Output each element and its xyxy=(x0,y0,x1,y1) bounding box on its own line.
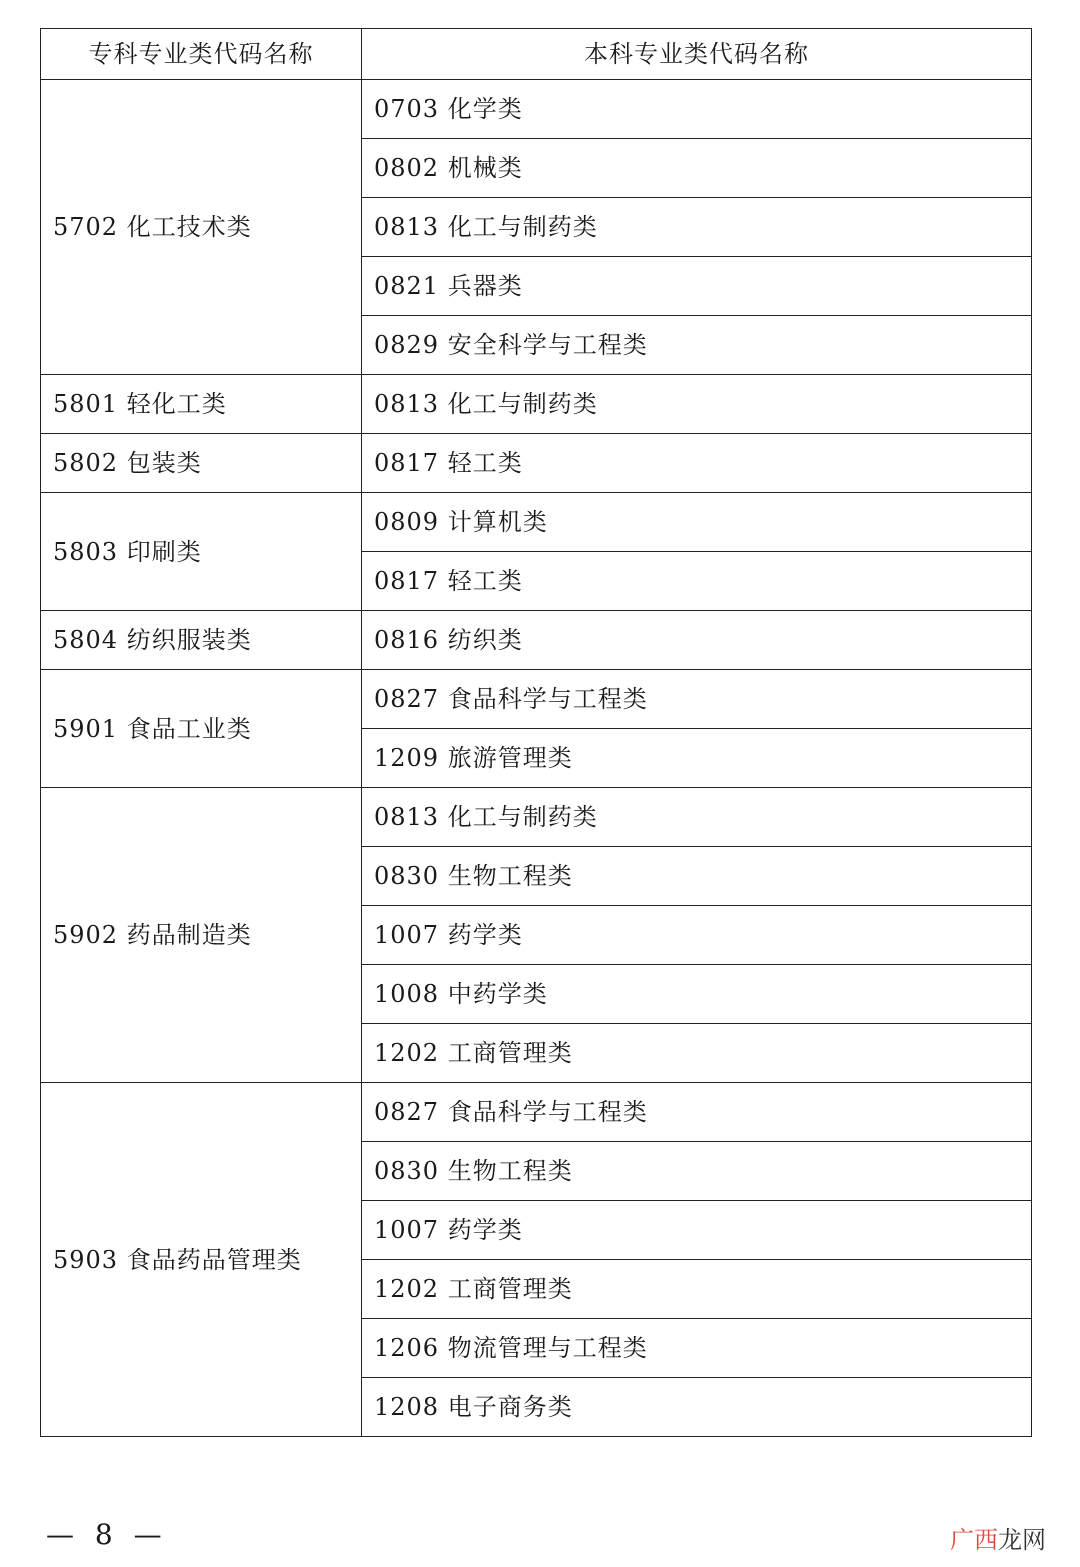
zhuanke-category-cell: 5902 药品制造类 xyxy=(41,788,362,1083)
benke-category-cell: 1007 药学类 xyxy=(362,1201,1032,1260)
benke-category-cell: 1202 工商管理类 xyxy=(362,1024,1032,1083)
table-row xyxy=(41,670,1032,729)
benke-category-cell: 0817 轻工类 xyxy=(362,434,1032,493)
benke-category-cell: 1008 中药学类 xyxy=(362,965,1032,1024)
benke-category-cell: 1208 电子商务类 xyxy=(362,1378,1032,1437)
table-header-row xyxy=(41,29,1032,80)
table-row xyxy=(41,1083,1032,1142)
benke-category-cell: 0830 生物工程类 xyxy=(362,847,1032,906)
zhuanke-category-cell: 5903 食品药品管理类 xyxy=(41,1083,362,1437)
table-row xyxy=(41,434,1032,493)
table-row xyxy=(41,80,1032,139)
benke-category-cell: 0817 轻工类 xyxy=(362,552,1032,611)
benke-category-cell: 1209 旅游管理类 xyxy=(362,729,1032,788)
benke-category-cell: 0813 化工与制药类 xyxy=(362,788,1032,847)
zhuanke-category-cell: 5801 轻化工类 xyxy=(41,375,362,434)
zhuanke-category-cell: 5901 食品工业类 xyxy=(41,670,362,788)
benke-category-cell: 0703 化学类 xyxy=(362,80,1032,139)
table-body xyxy=(41,80,1032,1437)
benke-category-cell: 0827 食品科学与工程类 xyxy=(362,670,1032,729)
benke-category-cell: 0816 纺织类 xyxy=(362,611,1032,670)
benke-category-cell: 0821 兵器类 xyxy=(362,257,1032,316)
benke-category-cell: 1007 药学类 xyxy=(362,906,1032,965)
benke-category-cell: 0809 计算机类 xyxy=(362,493,1032,552)
benke-category-cell: 0830 生物工程类 xyxy=(362,1142,1032,1201)
benke-category-cell: 0813 化工与制药类 xyxy=(362,375,1032,434)
table-row xyxy=(41,788,1032,847)
benke-category-cell: 1202 工商管理类 xyxy=(362,1260,1032,1319)
watermark-text-dark: 龙网 xyxy=(998,1526,1046,1554)
table-row xyxy=(41,375,1032,434)
table-row xyxy=(41,493,1032,552)
benke-category-cell: 0829 安全科学与工程类 xyxy=(362,316,1032,375)
benke-category-cell: 0827 食品科学与工程类 xyxy=(362,1083,1032,1142)
major-mapping-table xyxy=(40,28,1032,1437)
watermark-logo xyxy=(950,1520,1046,1555)
zhuanke-category-cell: 5804 纺织服装类 xyxy=(41,611,362,670)
zhuanke-category-cell: 5803 印刷类 xyxy=(41,493,362,611)
header-zhuanke: 专科专业类代码名称 xyxy=(41,29,362,80)
header-benke: 本科专业类代码名称 xyxy=(362,29,1032,80)
watermark-text-red: 广西 xyxy=(950,1526,998,1554)
page-number: — 8 — xyxy=(46,1518,168,1551)
zhuanke-category-cell: 5702 化工技术类 xyxy=(41,80,362,375)
table-row xyxy=(41,611,1032,670)
benke-category-cell: 0802 机械类 xyxy=(362,139,1032,198)
benke-category-cell: 0813 化工与制药类 xyxy=(362,198,1032,257)
zhuanke-category-cell: 5802 包装类 xyxy=(41,434,362,493)
benke-category-cell: 1206 物流管理与工程类 xyxy=(362,1319,1032,1378)
